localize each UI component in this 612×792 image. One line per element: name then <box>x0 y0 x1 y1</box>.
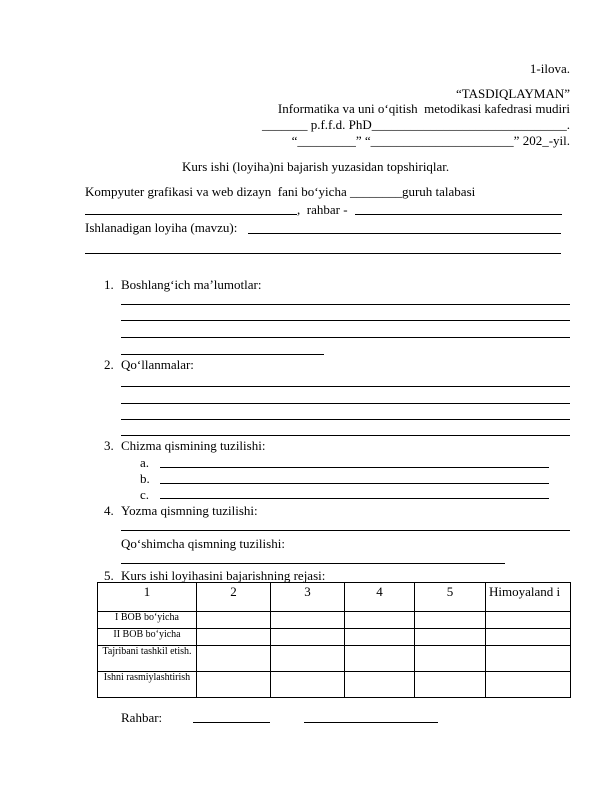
section-2-line-2 <box>121 403 570 404</box>
plan-table-header-row <box>98 583 571 612</box>
plan-cell <box>415 629 486 646</box>
section-2-line-1 <box>121 386 570 387</box>
plan-cell <box>345 646 415 672</box>
plan-table-header-cell: Himoyaland i <box>486 583 571 612</box>
table-row <box>98 629 571 646</box>
plan-cell <box>415 612 486 629</box>
approval-date-line: “_________” “______________________” 202_-yil. <box>291 133 570 148</box>
section-1-line-2 <box>121 320 570 321</box>
section-5-number: 5. <box>104 568 114 583</box>
plan-cell <box>486 629 571 646</box>
section-3-number: 3. <box>104 438 114 453</box>
plan-table-header-cell: 2 <box>197 583 271 612</box>
section-1-line-3 <box>121 337 570 338</box>
plan-cell <box>486 672 571 698</box>
plan-cell <box>345 672 415 698</box>
plan-cell <box>271 629 345 646</box>
project-topic-blank-2 <box>85 253 561 254</box>
plan-cell <box>197 646 271 672</box>
section-1-label: Boshlang‘ich ma’lumotlar: <box>121 277 262 292</box>
section-4-label: Yozma qismning tuzilishi: <box>121 503 258 518</box>
plan-cell <box>271 672 345 698</box>
table-row <box>98 672 571 698</box>
section-2-label: Qo‘llanmalar: <box>121 357 194 372</box>
plan-cell <box>271 612 345 629</box>
section-4-number: 4. <box>104 503 114 518</box>
section-3-item-b-line <box>160 483 549 484</box>
document-title: Kurs ishi (loyiha)ni bajarish yuzasidan topshiriqlar. <box>182 159 450 174</box>
plan-cell <box>415 672 486 698</box>
table-row <box>98 612 571 629</box>
plan-cell <box>415 646 486 672</box>
student-info-line: Kompyuter grafikasi va web dizayn fani bo‘yicha ________guruh talabasi <box>85 184 476 199</box>
section-3-item-c: c. <box>140 487 150 502</box>
table-row <box>98 646 571 672</box>
supervisor-signature-label: Rahbar: <box>121 710 163 725</box>
supervisor-label: , rahbar - <box>297 202 351 217</box>
head-signature-line: _______ p.f.f.d. PhD______________________________. <box>261 117 570 132</box>
section-3-item-c-line <box>160 498 549 499</box>
project-topic-blank <box>248 233 561 234</box>
plan-cell <box>197 612 271 629</box>
plan-cell <box>345 612 415 629</box>
plan-table-header-cell: 1 <box>98 583 197 612</box>
section-4-extra-line <box>121 563 505 564</box>
plan-cell <box>197 629 271 646</box>
section-3-label: Chizma qismining tuzilishi: <box>121 438 266 453</box>
plan-table-header-cell: 3 <box>271 583 345 612</box>
section-1-number: 1. <box>104 277 114 292</box>
section-2-line-3 <box>121 419 570 420</box>
section-5-label: Kurs ishi loyihasini bajarishning rejasi: <box>121 568 326 583</box>
section-1-line-1 <box>121 304 570 305</box>
section-3-item-b: b. <box>140 471 150 486</box>
plan-cell <box>486 646 571 672</box>
plan-table-header-cell: 4 <box>345 583 415 612</box>
plan-row-label: II BOB bo‘yicha <box>98 629 197 646</box>
department-head: Informatika va uni o‘qitish metodikasi kafedrasi mudiri <box>277 101 570 116</box>
plan-table-header-cell: 5 <box>415 583 486 612</box>
plan-row-label: I BOB bo‘yicha <box>98 612 197 629</box>
plan-row-label: Tajribani tashkil etish. <box>98 646 197 672</box>
supervisor-signature-line <box>193 722 270 723</box>
plan-cell <box>345 629 415 646</box>
project-topic-label: Ishlanadigan loyiha (mavzu): <box>85 220 238 235</box>
supervisor-name-blank <box>355 214 562 215</box>
section-4-extra-label: Qo‘shimcha qismning tuzilishi: <box>121 536 285 551</box>
section-4-line-1 <box>121 530 570 531</box>
section-1-line-4 <box>121 354 324 355</box>
section-2-number: 2. <box>104 357 114 372</box>
section-3-item-a: a. <box>140 455 150 470</box>
section-3-item-a-line <box>160 467 549 468</box>
plan-row-label: Ishni rasmiylashtirish <box>98 672 197 698</box>
supervisor-name-line <box>304 722 438 723</box>
plan-cell <box>486 612 571 629</box>
plan-cell <box>197 672 271 698</box>
approve-label: “TASDIQLAYMAN” <box>455 86 570 101</box>
student-name-blank <box>85 214 297 215</box>
appendix-label: 1-ilova. <box>529 61 570 76</box>
section-2-line-4 <box>121 435 570 436</box>
plan-cell <box>271 646 345 672</box>
plan-table <box>97 582 571 698</box>
